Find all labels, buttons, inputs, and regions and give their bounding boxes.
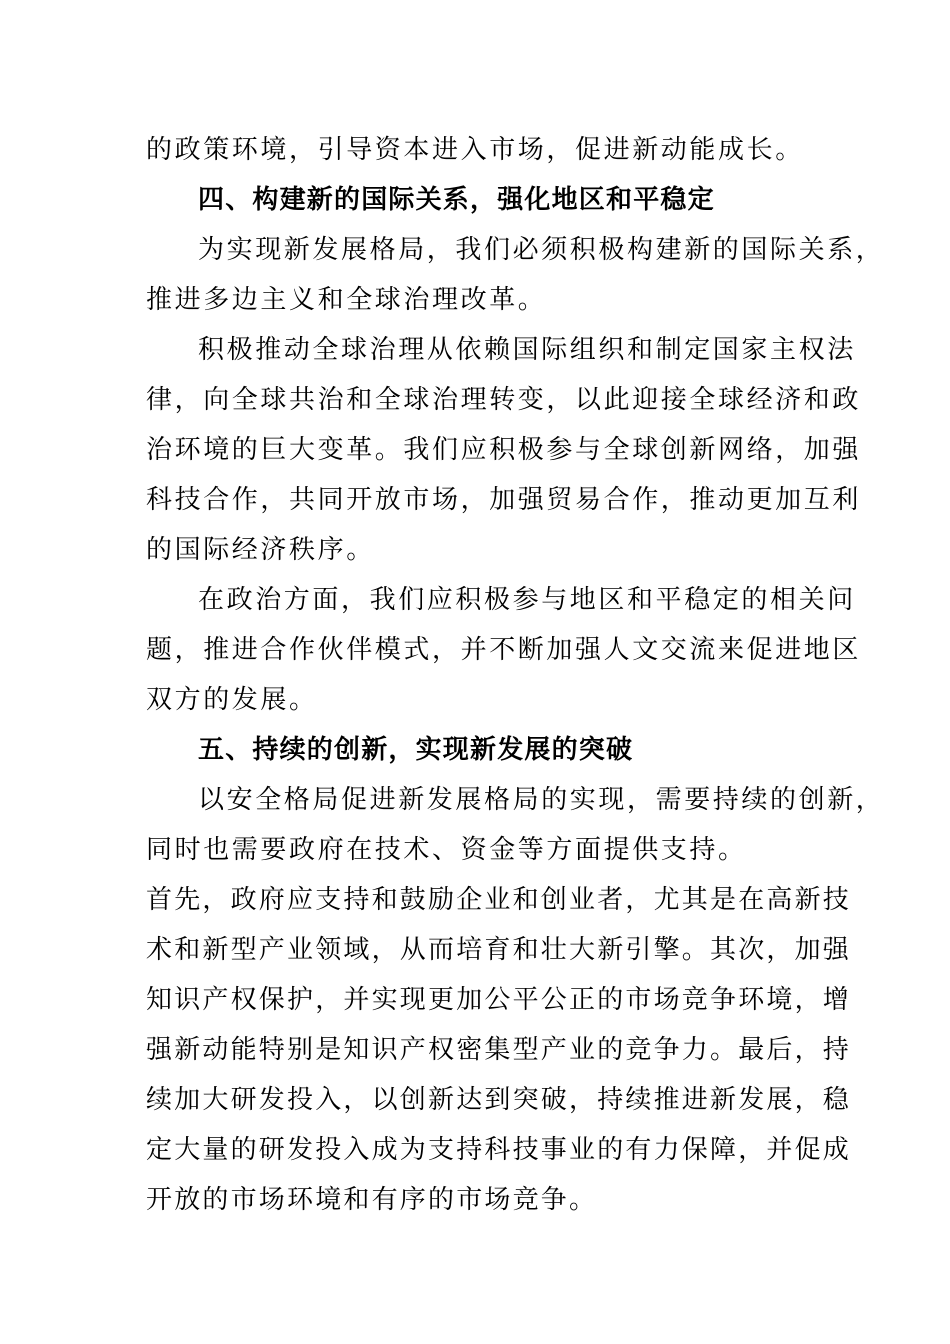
paragraph-line: 科技合作，共同开放市场，加强贸易合作，推动更加互利 — [146, 485, 862, 515]
paragraph-line: 题，推进合作伙伴模式，并不断加强人文交流来促进地区 — [146, 635, 862, 665]
paragraph-line: 术和新型产业领域，从而培育和壮大新引擎。其次，加强 — [146, 935, 852, 965]
paragraph-line: 开放的市场环境和有序的市场竞争。 — [146, 1185, 598, 1215]
paragraph-line: 律，向全球共治和全球治理转变，以此迎接全球经济和政 — [146, 385, 862, 415]
paragraph-line: 在政治方面，我们应积极参与地区和平稳定的相关问 — [198, 585, 856, 615]
paragraph-line: 定大量的研发投入成为支持科技事业的有力保障，并促成 — [146, 1135, 852, 1165]
paragraph-line: 推进多边主义和全球治理改革。 — [146, 285, 547, 315]
paragraph-line: 首先，政府应支持和鼓励企业和创业者，尤其是在高新技 — [146, 885, 852, 915]
paragraph-line: 强新动能特别是知识产权密集型产业的竞争力。最后，持 — [146, 1035, 852, 1065]
section-heading-5: 五、持续的创新，实现新发展的突破 — [198, 735, 634, 765]
paragraph-line: 为实现新发展格局，我们必须积极构建新的国际关系， — [198, 235, 885, 265]
paragraph-line: 以安全格局促进新发展格局的实现，需要持续的创新， — [198, 785, 885, 815]
paragraph-line: 双方的发展。 — [146, 685, 318, 715]
section-heading-4: 四、构建新的国际关系，强化地区和平稳定 — [198, 185, 715, 215]
paragraph-line: 的国际经济秩序。 — [146, 535, 375, 565]
paragraph-line: 知识产权保护，并实现更加公平公正的市场竞争环境，增 — [146, 985, 852, 1015]
paragraph-line: 的政策环境，引导资本进入市场，促进新动能成长。 — [146, 135, 804, 165]
paragraph-line: 积极推动全球治理从依赖国际组织和制定国家主权法 — [198, 335, 856, 365]
paragraph-line: 同时也需要政府在技术、资金等方面提供支持。 — [146, 835, 747, 865]
paragraph-line: 续加大研发投入，以创新达到突破，持续推进新发展，稳 — [146, 1085, 852, 1115]
paragraph-line: 治环境的巨大变革。我们应积极参与全球创新网络，加强 — [146, 435, 862, 465]
